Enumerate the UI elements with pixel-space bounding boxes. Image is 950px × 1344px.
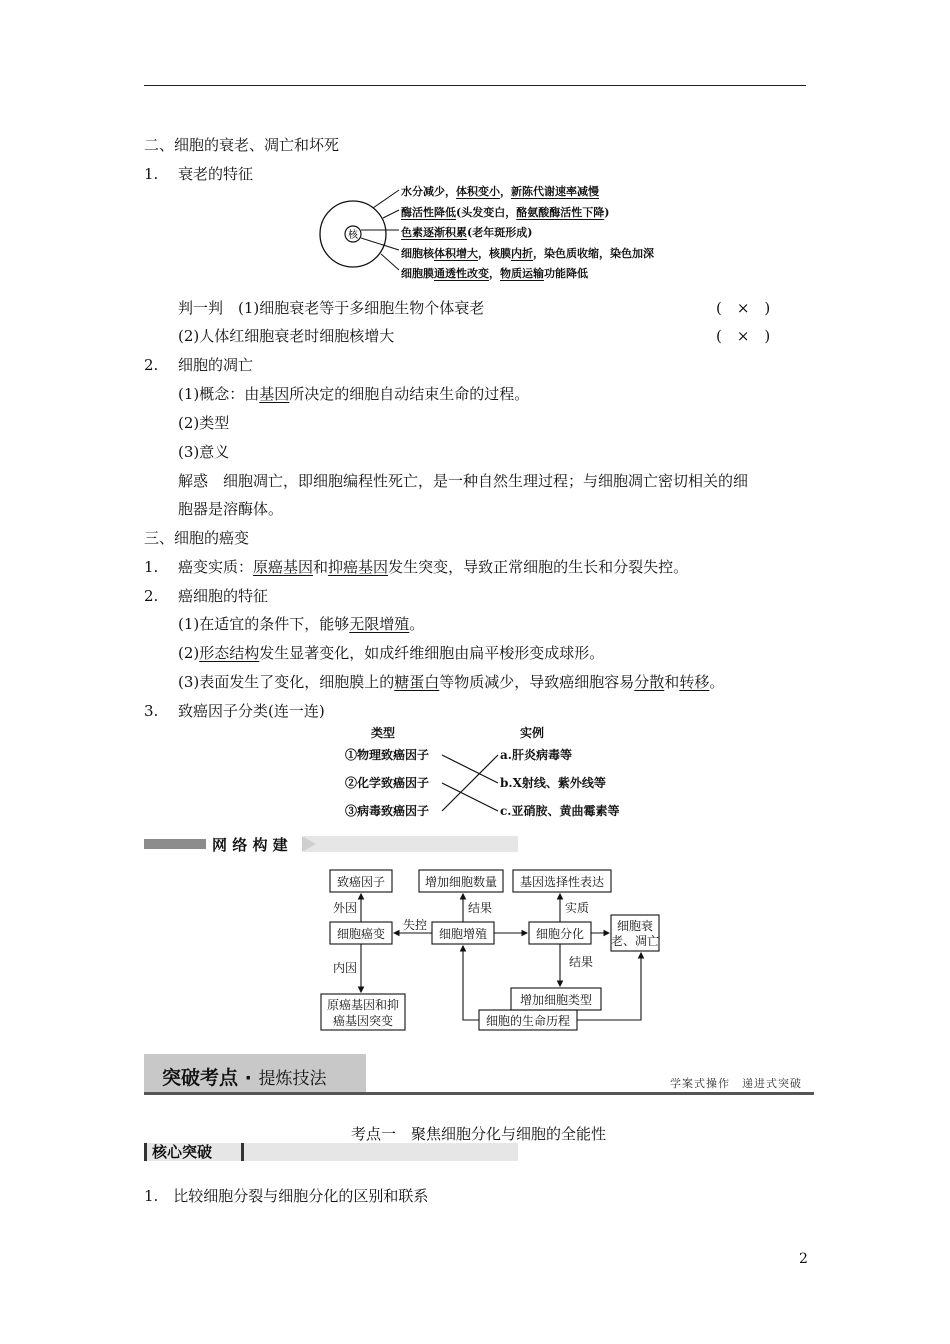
pointer-line [383, 210, 399, 218]
node-genes-line1: 原癌基因和抑 [326, 998, 400, 1012]
pointer-line [373, 190, 399, 208]
cancer-feature-3: (3)表面发生了变化，细胞膜上的糖蛋白等物质减少，导致癌细胞容易分散和转移。 [178, 673, 725, 691]
breakthrough-title: 突破考点 · 提炼技法 [162, 1067, 327, 1089]
judge-answer-2: ( × ) [716, 327, 771, 345]
edge-label-essence: 实质 [564, 901, 590, 915]
network-banner-title: 网 络 构 建 [212, 836, 288, 854]
judge-answer-1: ( × ) [716, 299, 771, 317]
aging-feature: 色素逐渐积累(老年斑形成) [401, 226, 533, 239]
banner-chevron-icon [302, 836, 324, 852]
network-banner-bg [300, 836, 518, 852]
node-proliferation: 细胞增殖 [438, 927, 488, 941]
match-line [442, 755, 498, 783]
match-col-example: 实例 [520, 726, 545, 740]
point1-item1: 1. 比较细胞分裂与细胞分化的区别和联系 [144, 1187, 429, 1205]
cancer-feature-2: (2)形态结构发生显著变化，如成纤维细胞由扁平梭形变成球形。 [178, 644, 605, 662]
s3-item3-number: 3. [144, 702, 159, 720]
network-banner-bar [144, 839, 206, 849]
apoptosis-note-2: 胞器是溶酶体。 [178, 500, 284, 518]
s3-item1-number: 1. [144, 558, 159, 576]
match-type-2: ②化学致癌因子 [345, 776, 430, 790]
aging-feature-list [401, 182, 654, 285]
node-gene-expression: 基因选择性表达 [519, 875, 605, 889]
item1-title: 衰老的特征 [178, 165, 254, 183]
cancer-essence: 癌变实质：原癌基因和抑癌基因发生突变，导致正常细胞的生长和分裂失控。 [178, 558, 689, 576]
match-type-1: ①物理致癌因子 [345, 748, 430, 762]
node-carcinogen: 致癌因子 [336, 875, 386, 889]
node-increase-number: 增加细胞数量 [424, 875, 498, 889]
cancer-feature-1: (1)在适宜的条件下，能够无限增殖。 [178, 615, 425, 633]
match-example-b: b.X射线、紫外线等 [500, 776, 606, 790]
edge-label-external: 外因 [332, 901, 358, 915]
apoptosis-significance: (3)意义 [178, 443, 230, 461]
network-diagram [315, 862, 675, 1032]
section3-heading: 三、细胞的癌变 [144, 529, 250, 547]
node-increase-type: 增加细胞类型 [519, 993, 593, 1007]
section2-heading: 二、细胞的衰老、凋亡和坏死 [144, 136, 340, 154]
node-differentiation: 细胞分化 [535, 927, 585, 941]
aging-feature: 水分减少，体积变小，新陈代谢速率减慢 [401, 185, 599, 198]
item1-number: 1. [144, 165, 159, 183]
match-example-a: a.肝炎病毒等 [500, 748, 572, 762]
item2-title: 细胞的凋亡 [178, 356, 254, 374]
aging-feature: 细胞膜通透性改变，物质运输功能降低 [401, 267, 588, 280]
match-type-3: ③病毒致癌因子 [345, 804, 430, 818]
edge-label-out-of-control: 失控 [402, 918, 428, 932]
aging-feature: 细胞核体积增大，核膜内折，染色质收缩，染色加深 [401, 246, 654, 260]
edge-label-internal: 内因 [332, 961, 358, 975]
apoptosis-concept: (1)概念：由基因所决定的细胞自动结束生命的过程。 [178, 385, 530, 403]
pointer-line [361, 238, 399, 250]
item2-number: 2. [144, 356, 159, 374]
match-line [442, 755, 498, 811]
edge-label-result1: 结果 [467, 901, 493, 915]
node-life-history: 细胞的生命历程 [485, 1014, 571, 1028]
match-line [442, 783, 498, 811]
pointer-line [381, 254, 399, 270]
s3-item2-number: 2. [144, 587, 159, 605]
edge-label-result2: 结果 [568, 955, 594, 969]
node-canceration: 细胞癌变 [336, 927, 386, 941]
breakthrough-rule [144, 1092, 814, 1095]
edge-arrow [463, 946, 479, 1020]
aging-feature: 酶活性降低(头发变白，酪氨酸酶活性下降) [401, 205, 610, 219]
match-col-type: 类型 [371, 726, 396, 740]
page-number: 2 [799, 1251, 808, 1267]
header-rule [144, 85, 806, 86]
nucleus-label: 核 [348, 230, 358, 241]
judge-line-2: (2)人体红细胞衰老时细胞核增大 [178, 327, 395, 345]
node-genes-line2: 癌基因突变 [332, 1014, 394, 1028]
point1-title: 考点一 聚焦细胞分化与细胞的全能性 [351, 1125, 607, 1143]
judge-line-1: 判一判 (1)细胞衰老等于多细胞生物个体衰老 [178, 299, 485, 317]
breakthrough-right-text: 学案式操作 递进式突破 [670, 1077, 802, 1090]
s3-item3-title: 致癌因子分类(连一连) [178, 702, 325, 720]
node-aging-line1: 细胞衰 [616, 919, 654, 933]
node-aging-line2: 老、凋亡 [610, 934, 660, 948]
match-example-c: c.亚硝胺、黄曲霉素等 [500, 804, 620, 818]
apoptosis-note-1: 解惑 细胞凋亡，即细胞编程性死亡，是一种自然生理过程；与细胞凋亡密切相关的细 [178, 472, 749, 490]
apoptosis-types: (2)类型 [178, 414, 230, 432]
s3-item2-title: 癌细胞的特征 [178, 587, 269, 605]
match-lines [440, 740, 500, 830]
core-label: 核心突破 [152, 1143, 213, 1161]
